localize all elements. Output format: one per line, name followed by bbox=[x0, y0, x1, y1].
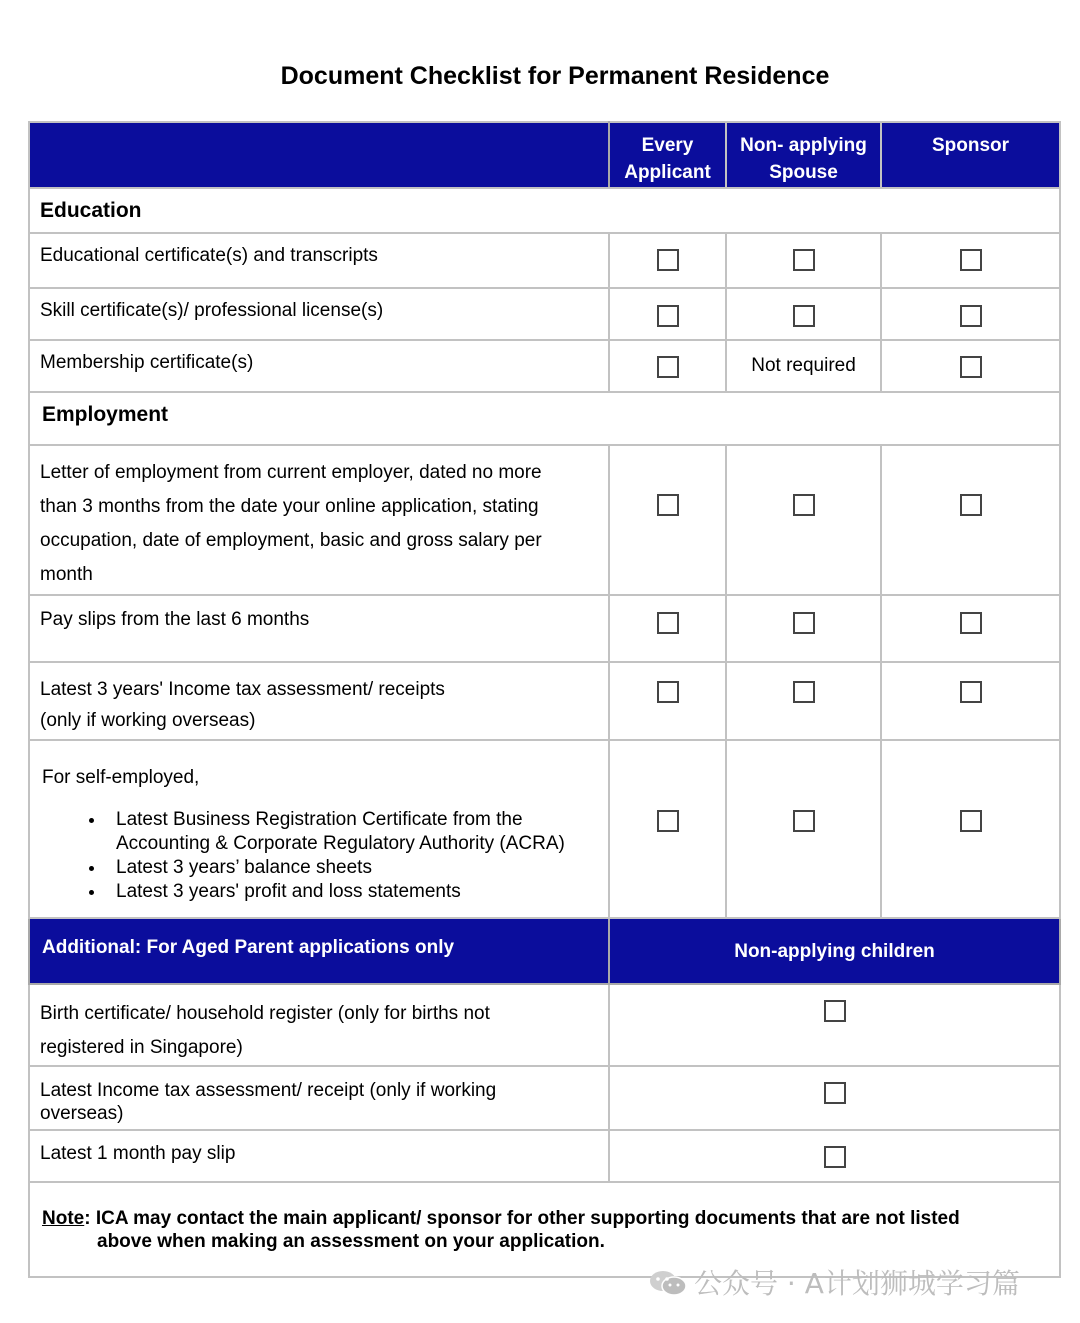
checkbox[interactable] bbox=[960, 612, 982, 634]
list-item: • Latest 3 years’ balance sheets bbox=[106, 856, 598, 880]
column-non-applying-children: Non-applying children bbox=[609, 918, 1060, 984]
row-label: Latest 3 years' Income tax assessment/ receipts (only if working overseas) bbox=[29, 662, 609, 740]
table-row bbox=[29, 288, 1060, 340]
self-employed-list bbox=[42, 808, 598, 904]
section-row-employment bbox=[29, 392, 1060, 445]
table-row bbox=[29, 445, 1060, 595]
checkbox[interactable] bbox=[793, 494, 815, 516]
column-header-row bbox=[29, 122, 1060, 188]
checkbox[interactable] bbox=[793, 681, 815, 703]
header-blank-cell bbox=[29, 122, 609, 188]
self-employed-cell bbox=[29, 740, 609, 918]
watermark bbox=[648, 1262, 1020, 1302]
self-employed-label: For self-employed, bbox=[42, 767, 200, 788]
checkbox[interactable] bbox=[960, 305, 982, 327]
table-row bbox=[29, 233, 1060, 288]
section-heading-employment: Employment bbox=[29, 392, 1060, 445]
checkbox[interactable] bbox=[824, 1146, 846, 1168]
table-row bbox=[29, 740, 1060, 918]
note-line-2: above when making an assessment on your application. bbox=[97, 1231, 605, 1252]
checkbox[interactable] bbox=[657, 249, 679, 271]
checkbox[interactable] bbox=[824, 1082, 846, 1104]
section-heading-education: Education bbox=[29, 188, 1060, 233]
row-label: Birth certificate/ household register (only for births not registered in Singapore) bbox=[29, 984, 609, 1066]
table-row bbox=[29, 595, 1060, 662]
row-label: Pay slips from the last 6 months bbox=[29, 595, 609, 662]
note-label: Note bbox=[42, 1208, 85, 1229]
checkbox[interactable] bbox=[657, 612, 679, 634]
checkbox[interactable] bbox=[824, 1000, 846, 1022]
checkbox[interactable] bbox=[960, 494, 982, 516]
list-item: • Latest 3 years' profit and loss statements bbox=[106, 880, 598, 904]
checkbox[interactable] bbox=[657, 810, 679, 832]
checklist-table bbox=[28, 121, 1061, 1278]
list-item: • Latest Business Registration Certificate from the Accounting & Corporate Regulatory Authority (ACRA) bbox=[106, 808, 598, 856]
checkbox[interactable] bbox=[793, 249, 815, 271]
checkbox[interactable] bbox=[793, 305, 815, 327]
checkbox[interactable] bbox=[793, 612, 815, 634]
not-required-text: Not required bbox=[726, 340, 881, 392]
table-row bbox=[29, 984, 1060, 1066]
checkbox[interactable] bbox=[960, 810, 982, 832]
watermark-text: 公众号 · A计划狮城学习篇 bbox=[694, 1267, 1020, 1300]
checkbox[interactable] bbox=[657, 494, 679, 516]
checkbox[interactable] bbox=[657, 305, 679, 327]
wechat-icon bbox=[648, 1269, 688, 1297]
table-row bbox=[29, 340, 1060, 392]
additional-header-row bbox=[29, 918, 1060, 984]
table-row bbox=[29, 1130, 1060, 1182]
note-line-1: : ICA may contact the main applicant/ sponsor for other supporting documents that are not listed bbox=[84, 1208, 960, 1229]
section-row-education bbox=[29, 188, 1060, 233]
row-label: Letter of employment from current employer, dated no more than 3 months from the date your online application, stating occupation, date of employment, basic and gross salary per month bbox=[29, 445, 609, 595]
checkbox[interactable] bbox=[657, 356, 679, 378]
column-every-applicant: Every Applicant bbox=[609, 122, 726, 188]
checkbox[interactable] bbox=[960, 681, 982, 703]
additional-heading: Additional: For Aged Parent applications only bbox=[29, 918, 609, 984]
checkbox[interactable] bbox=[960, 356, 982, 378]
checkbox[interactable] bbox=[960, 249, 982, 271]
column-non-applying-spouse: Non- applying Spouse bbox=[726, 122, 881, 188]
row-label: Membership certificate(s) bbox=[29, 340, 609, 392]
table-row bbox=[29, 1066, 1060, 1130]
column-sponsor: Sponsor bbox=[881, 122, 1060, 188]
row-label: Educational certificate(s) and transcripts bbox=[29, 233, 609, 288]
page-title: Document Checklist for Permanent Residence bbox=[280, 62, 830, 90]
row-label: Skill certificate(s)/ professional license(s) bbox=[29, 288, 609, 340]
checkbox[interactable] bbox=[793, 810, 815, 832]
row-label: Latest 1 month pay slip bbox=[29, 1130, 609, 1182]
checkbox[interactable] bbox=[657, 681, 679, 703]
row-label: Latest Income tax assessment/ receipt (only if working overseas) bbox=[29, 1066, 609, 1130]
table-row bbox=[29, 662, 1060, 740]
